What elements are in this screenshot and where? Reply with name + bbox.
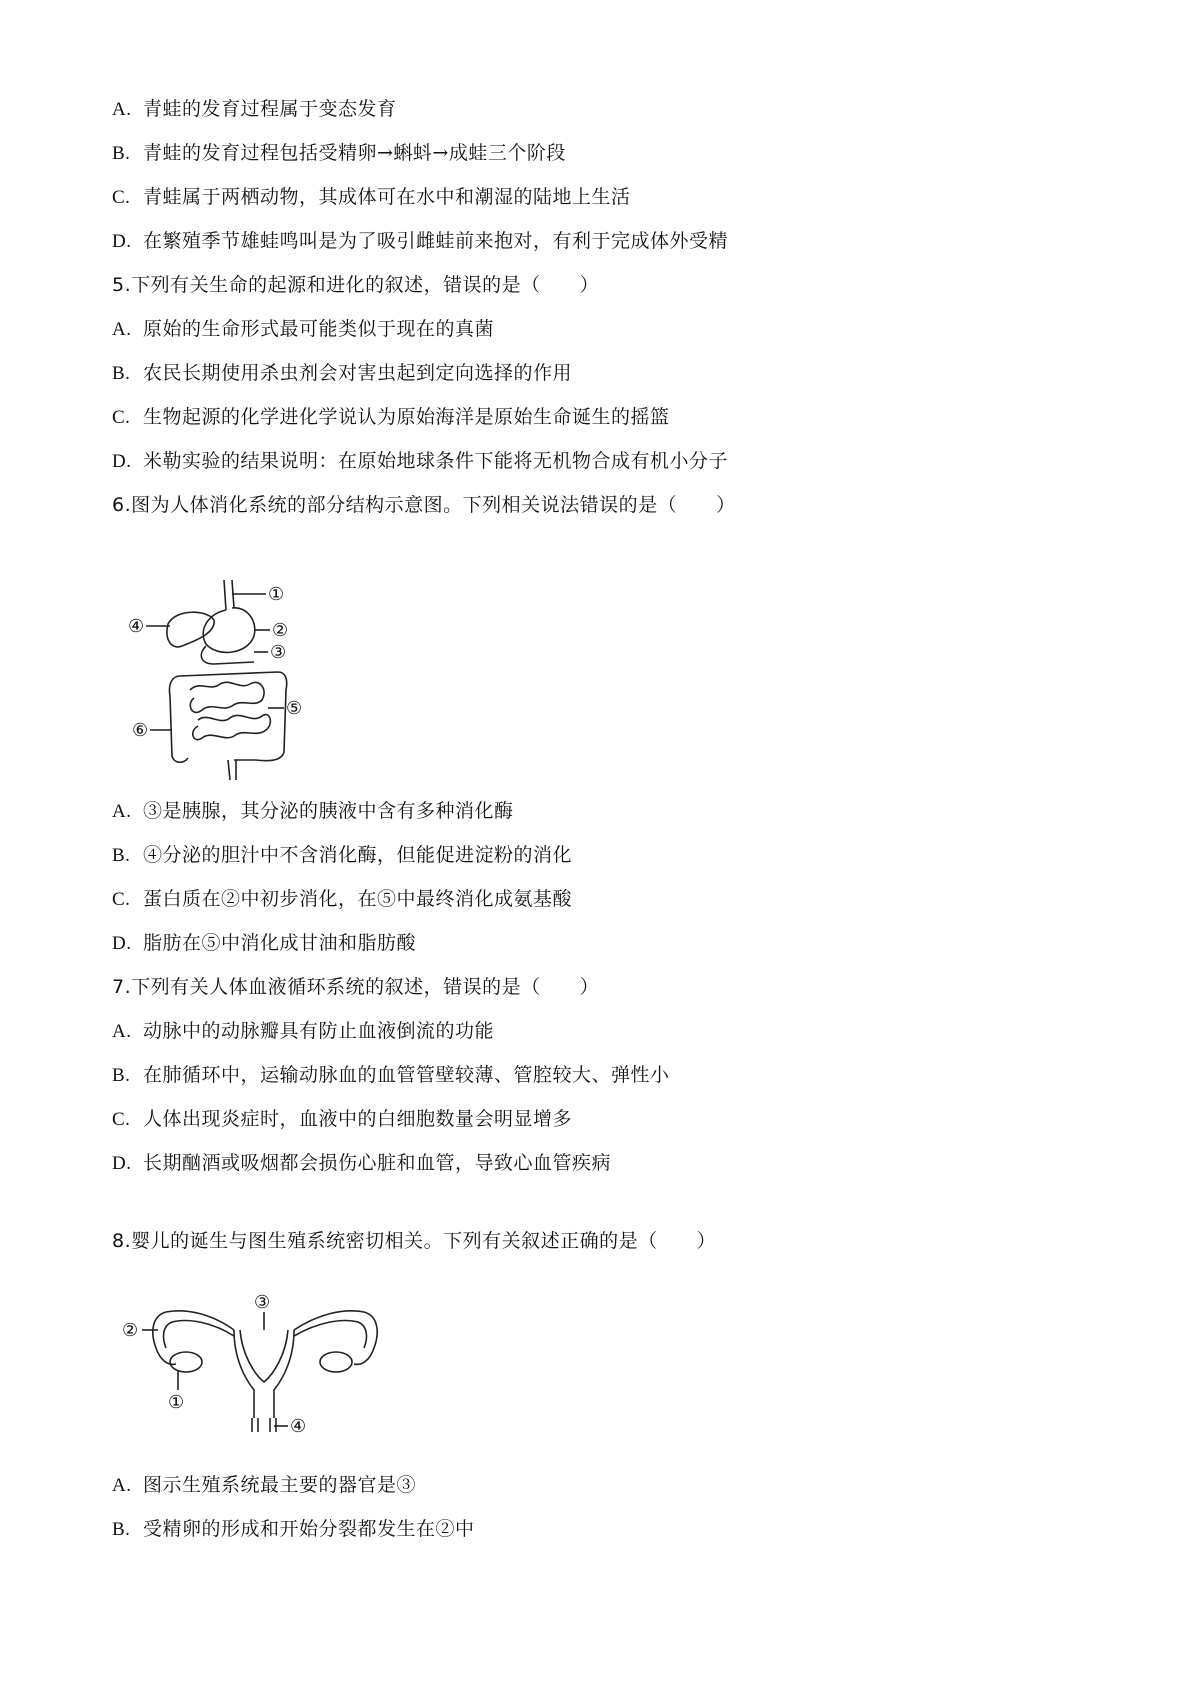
figure-label: ①: [268, 584, 285, 605]
figure-label: ⑤: [286, 698, 303, 719]
q5-option-a: A. 原始的生命形式最可能类似于现在的真菌: [112, 318, 495, 340]
figure-label: ⑥: [132, 720, 149, 741]
q8-stem: 8.婴儿的诞生与图生殖系统密切相关。下列有关叙述正确的是（ ）: [112, 1230, 717, 1252]
right-tube-shape: [294, 1311, 377, 1365]
q7-option-a: A. 动脉中的动脉瓣具有防止血液倒流的功能: [112, 1020, 495, 1042]
q7-option-d: D. 长期酗酒或吸烟都会损伤心脏和血管，导致心血管疾病: [112, 1152, 612, 1174]
q5-option-c: C. 生物起源的化学进化学说认为原始海洋是原始生命诞生的摇篮: [112, 406, 670, 428]
left-tube-inner: [164, 1321, 234, 1348]
vagina-shape: [252, 1418, 276, 1432]
q6-option-a: A. ③是胰腺，其分泌的胰液中含有多种消化酶: [112, 800, 514, 822]
q7-option-b: B. 在肺循环中，运输动脉血的血管管壁较薄、管腔较大、弹性小: [112, 1064, 670, 1086]
q6-option-c: C. 蛋白质在②中初步消化，在⑤中最终消化成氨基酸: [112, 888, 573, 910]
reproductive-system-figure: [122, 1290, 402, 1440]
uterus-shape: [234, 1330, 294, 1418]
figure-label: ①: [168, 1392, 185, 1413]
q7-option-c: C. 人体出现炎症时，血液中的白细胞数量会明显增多: [112, 1108, 573, 1130]
figure-label: ③: [270, 642, 287, 663]
q5-option-b: B. 农民长期使用杀虫剂会对害虫起到定向选择的作用: [112, 362, 573, 384]
q7-stem: 7.下列有关人体血液循环系统的叙述，错误的是（ ）: [112, 976, 600, 998]
q6-stem: 6.图为人体消化系统的部分结构示意图。下列相关说法错误的是（ ）: [112, 494, 736, 516]
q6-option-d: D. 脂肪在⑤中消化成甘油和脂肪酸: [112, 932, 417, 954]
q4-option-a: A. 青蛙的发育过程属于变态发育: [112, 98, 397, 120]
q6-option-b: B. ④分泌的胆汁中不含消化酶，但能促进淀粉的消化: [112, 844, 573, 866]
q5-stem: 5.下列有关生命的起源和进化的叙述，错误的是（ ）: [112, 274, 600, 296]
small-intestine-shape: [190, 682, 270, 739]
figure-label: ④: [128, 616, 145, 637]
q4-option-d: D. 在繁殖季节雄蛙鸣叫是为了吸引雌蛙前来抱对，有利于完成体外受精: [112, 230, 729, 252]
q4-option-b: B. 青蛙的发育过程包括受精卵→蝌蚪→成蛙三个阶段: [112, 142, 566, 164]
figure-label: ②: [122, 1320, 139, 1341]
esophagus-shape: [224, 580, 234, 610]
right-ovary-shape: [320, 1352, 352, 1372]
pancreas-shape: [201, 646, 254, 664]
figure-label: ④: [290, 1416, 307, 1437]
q8-option-a: A. 图示生殖系统最主要的器官是③: [112, 1474, 417, 1496]
uterine-cavity-shape: [240, 1330, 288, 1382]
rectum-shape: [228, 760, 236, 780]
figure-label: ③: [254, 1292, 271, 1313]
right-tube-inner: [294, 1321, 366, 1348]
liver-shape: [167, 612, 214, 647]
left-tube-shape: [153, 1311, 234, 1365]
q4-option-c: C. 青蛙属于两栖动物，其成体可在水中和潮湿的陆地上生活: [112, 186, 631, 208]
left-ovary-shape: [170, 1352, 202, 1372]
q5-option-d: D. 米勒实验的结果说明：在原始地球条件下能将无机物合成有机小分子: [112, 450, 729, 472]
digestive-system-figure: [128, 580, 328, 780]
q8-option-b: B. 受精卵的形成和开始分裂都发生在②中: [112, 1518, 475, 1540]
figure-label: ②: [272, 620, 289, 641]
